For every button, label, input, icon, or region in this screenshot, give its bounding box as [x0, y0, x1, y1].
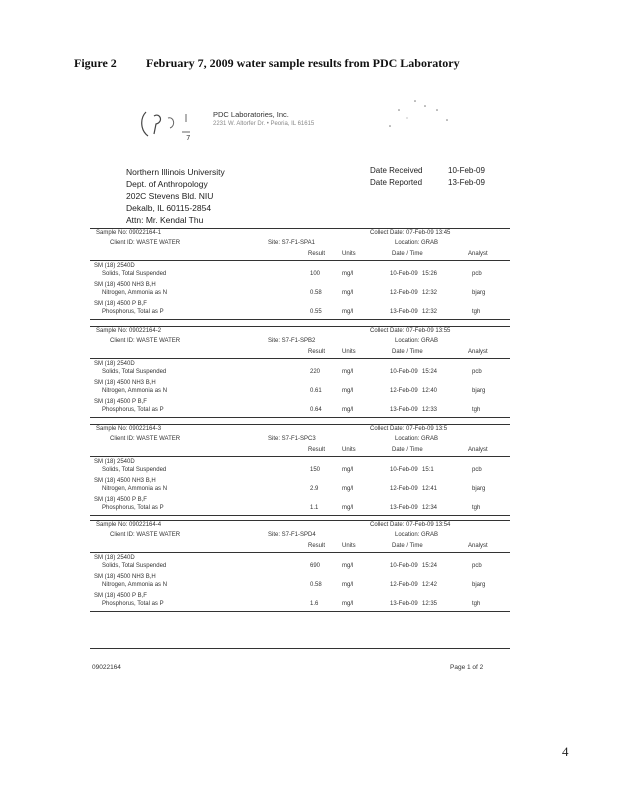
header-result: Result [308, 543, 326, 549]
analysis-time: 15:26 [422, 271, 438, 277]
test-method: SM (18) 4500 P B,F [94, 593, 147, 599]
sample-bottom-rule [90, 515, 510, 516]
analyte: Nitrogen, Ammonia as N [102, 582, 168, 588]
analysis-date: 12-Feb-09 [390, 582, 418, 588]
header-analyst: Analyst [468, 447, 488, 453]
analysis-date: 10-Feb-09 [390, 467, 418, 473]
result-units: mg/l [342, 582, 354, 588]
analysis-time: 12:41 [422, 486, 438, 492]
footer-page: Page 1 of 2 [450, 664, 484, 671]
result-units: mg/l [342, 486, 354, 492]
result-units: mg/l [342, 309, 354, 315]
sample-bottom-rule [90, 319, 510, 320]
client-line: Dept. of Anthropology [126, 179, 208, 189]
test-method: SM (18) 4500 NH3 B,H [94, 574, 156, 580]
analysis-time: 12:40 [422, 388, 438, 394]
analyte: Phosphorus, Total as P [102, 505, 164, 511]
analysis-date: 12-Feb-09 [390, 486, 418, 492]
client-id: Client ID: WASTE WATER [110, 532, 181, 538]
analysis-time: 12:34 [422, 505, 438, 511]
result-value: 690 [310, 563, 321, 569]
result-value: 0.64 [310, 407, 322, 413]
site-id: Site: S7-F1-SPD4 [268, 532, 316, 538]
analyst: pcb [472, 563, 482, 569]
sample-number: Sample No: 09022164-4 [96, 522, 162, 528]
page-number: 4 [562, 744, 569, 759]
result-value: 150 [310, 467, 321, 473]
sample-number: Sample No: 09022164-3 [96, 426, 162, 432]
client-id: Client ID: WASTE WATER [110, 240, 181, 246]
header-result: Result [308, 251, 326, 257]
analysis-date: 13-Feb-09 [390, 505, 418, 511]
collect-date: Collect Date: 07-Feb-09 13:5 [370, 426, 448, 432]
header-date-time: Date / Time [392, 349, 423, 355]
location: Location: GRAB [395, 240, 439, 246]
location: Location: GRAB [395, 532, 439, 538]
figure-title: February 7, 2009 water sample results from PDC Laboratory [146, 56, 460, 70]
sample-section [90, 520, 510, 612]
test-method: SM (18) 2540D [94, 361, 135, 367]
site-id: Site: S7-F1-SPC3 [268, 436, 316, 442]
date-received-label: Date Received [370, 166, 423, 175]
sample-top-rule [90, 424, 510, 425]
result-value: 100 [310, 271, 321, 277]
client-address [126, 166, 225, 226]
analyte: Nitrogen, Ammonia as N [102, 388, 168, 394]
header-analyst: Analyst [468, 349, 488, 355]
result-value: 2.9 [310, 486, 319, 492]
figure-label: Figure 2 [74, 56, 117, 70]
collect-date: Collect Date: 07-Feb-09 13:54 [370, 522, 451, 528]
client-id: Client ID: WASTE WATER [110, 338, 181, 344]
analysis-time: 15:24 [422, 563, 438, 569]
analyst: bjarg [472, 388, 486, 394]
analysis-date: 10-Feb-09 [390, 563, 418, 569]
footer-report-id: 09022164 [92, 664, 121, 671]
test-method: SM (18) 4500 P B,F [94, 497, 147, 503]
result-value: 0.61 [310, 388, 322, 394]
result-units: mg/l [342, 388, 354, 394]
header-analyst: Analyst [468, 251, 488, 257]
sample-number: Sample No: 09022164-2 [96, 328, 162, 334]
result-value: 0.58 [310, 582, 322, 588]
analyst: tgh [472, 601, 481, 607]
analysis-date: 13-Feb-09 [390, 407, 418, 413]
analysis-date: 10-Feb-09 [390, 369, 418, 375]
svg-text:7: 7 [186, 134, 191, 142]
lab-name: PDC Laboratories, Inc. [213, 110, 289, 119]
location: Location: GRAB [395, 436, 439, 442]
header-rule [90, 358, 510, 359]
lab-logo [140, 108, 200, 142]
location: Location: GRAB [395, 338, 439, 344]
analyst: bjarg [472, 486, 486, 492]
test-method: SM (18) 2540D [94, 555, 135, 561]
analysis-time: 15:1 [422, 467, 434, 473]
header-date-time: Date / Time [392, 543, 423, 549]
test-method: SM (18) 4500 NH3 B,H [94, 282, 156, 288]
analysis-time: 12:32 [422, 309, 438, 315]
analysis-time: 12:33 [422, 407, 438, 413]
sample-number: Sample No: 09022164-1 [96, 230, 162, 236]
sample-section [90, 228, 510, 320]
date-reported-label: Date Reported [370, 178, 423, 187]
client-id: Client ID: WASTE WATER [110, 436, 181, 442]
test-method: SM (18) 4500 NH3 B,H [94, 478, 156, 484]
sample-section [90, 326, 510, 418]
analyst: pcb [472, 467, 482, 473]
analyte: Phosphorus, Total as P [102, 309, 164, 315]
header-date-time: Date / Time [392, 447, 423, 453]
client-line: Dekalb, IL 60115-2854 [126, 203, 212, 213]
header-rule [90, 552, 510, 553]
analysis-time: 12:32 [422, 290, 438, 296]
footer-rule [90, 648, 510, 649]
result-units: mg/l [342, 290, 354, 296]
analyst: tgh [472, 505, 481, 511]
analysis-date: 12-Feb-09 [390, 290, 418, 296]
result-value: 1.6 [310, 601, 319, 607]
analyte: Solids, Total Suspended [102, 467, 167, 473]
header-date-time: Date / Time [392, 251, 423, 257]
result-units: mg/l [342, 505, 354, 511]
result-units: mg/l [342, 601, 354, 607]
test-method: SM (18) 2540D [94, 263, 135, 269]
result-value: 0.55 [310, 309, 322, 315]
analyte: Solids, Total Suspended [102, 563, 167, 569]
header-units: Units [342, 543, 356, 549]
analyst: bjarg [472, 290, 486, 296]
analysis-time: 12:42 [422, 582, 438, 588]
analyst: bjarg [472, 582, 486, 588]
header-result: Result [308, 447, 326, 453]
lab-address: 2231 W. Altorfer Dr. • Peoria, IL 61615 [213, 121, 315, 127]
collect-date: Collect Date: 07-Feb-09 13:45 [370, 230, 451, 236]
header-units: Units [342, 349, 356, 355]
result-value: 1.1 [310, 505, 319, 511]
analyst: tgh [472, 407, 481, 413]
analyst: pcb [472, 369, 482, 375]
client-line: Attn: Mr. Kendal Thu [126, 215, 204, 225]
sample-bottom-rule [90, 417, 510, 418]
result-units: mg/l [342, 271, 354, 277]
result-value: 0.58 [310, 290, 322, 296]
analyte: Phosphorus, Total as P [102, 601, 164, 607]
sample-top-rule [90, 520, 510, 521]
sample-top-rule [90, 326, 510, 327]
header-units: Units [342, 447, 356, 453]
header-result: Result [308, 349, 326, 355]
analysis-date: 10-Feb-09 [390, 271, 418, 277]
sample-top-rule [90, 228, 510, 229]
analysis-date: 12-Feb-09 [390, 388, 418, 394]
result-units: mg/l [342, 407, 354, 413]
analysis-date: 13-Feb-09 [390, 601, 418, 607]
collect-date: Collect Date: 07-Feb-09 13:55 [370, 328, 451, 334]
analyst: pcb [472, 271, 482, 277]
header-analyst: Analyst [468, 543, 488, 549]
analyte: Solids, Total Suspended [102, 271, 167, 277]
analyte: Phosphorus, Total as P [102, 407, 164, 413]
header-rule [90, 260, 510, 261]
site-id: Site: S7-F1-SPA1 [268, 240, 315, 246]
client-line: Northern Illinois University [126, 167, 225, 177]
analyst: tgh [472, 309, 481, 315]
date-received-value: 10-Feb-09 [448, 166, 485, 175]
sample-section [90, 424, 510, 516]
analyte: Solids, Total Suspended [102, 369, 167, 375]
header-rule [90, 456, 510, 457]
date-reported-value: 13-Feb-09 [448, 178, 485, 187]
analyte: Nitrogen, Ammonia as N [102, 290, 168, 296]
header-units: Units [342, 251, 356, 257]
result-value: 220 [310, 369, 321, 375]
result-units: mg/l [342, 467, 354, 473]
result-units: mg/l [342, 369, 354, 375]
test-method: SM (18) 4500 P B,F [94, 399, 147, 405]
analyte: Nitrogen, Ammonia as N [102, 486, 168, 492]
certification-mark [385, 98, 455, 138]
test-method: SM (18) 2540D [94, 459, 135, 465]
analysis-date: 13-Feb-09 [390, 309, 418, 315]
analysis-time: 15:24 [422, 369, 438, 375]
result-units: mg/l [342, 563, 354, 569]
test-method: SM (18) 4500 NH3 B,H [94, 380, 156, 386]
client-line: 202C Stevens Bld. NIU [126, 191, 214, 201]
analysis-time: 12:35 [422, 601, 438, 607]
site-id: Site: S7-F1-SPB2 [268, 338, 316, 344]
test-method: SM (18) 4500 P B,F [94, 301, 147, 307]
sample-bottom-rule [90, 611, 510, 612]
